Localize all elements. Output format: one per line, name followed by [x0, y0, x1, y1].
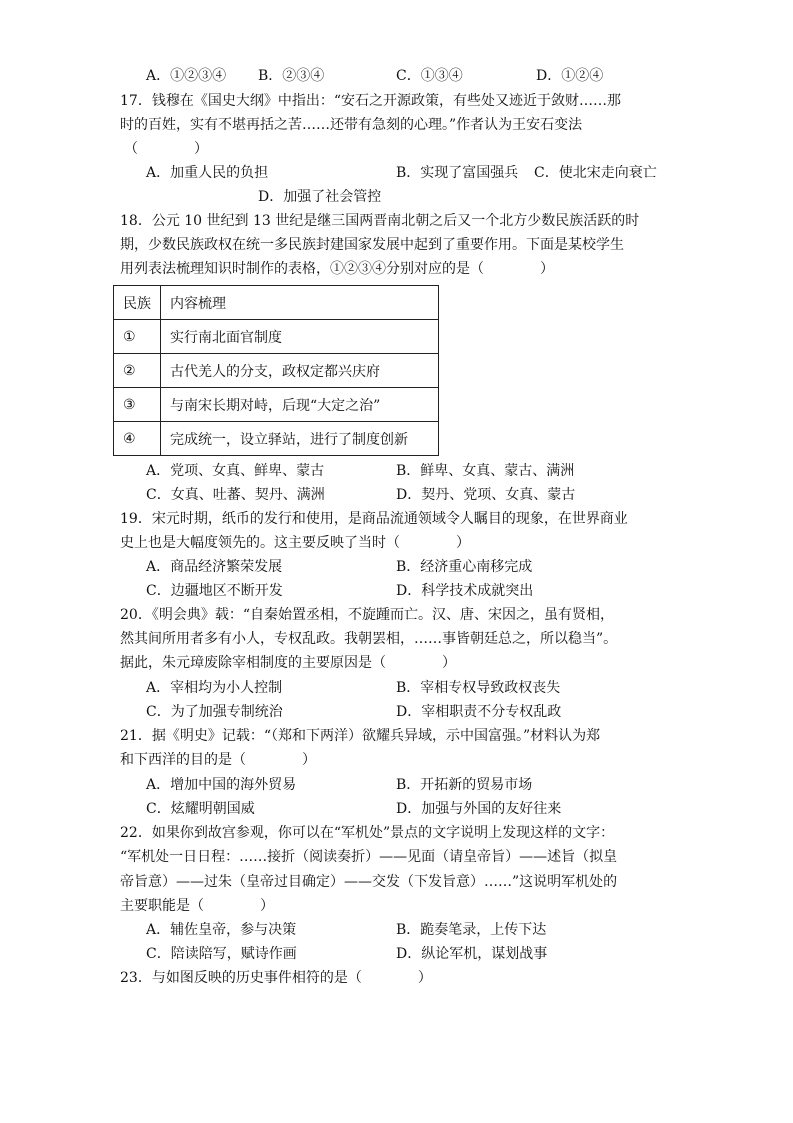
q18-option-c[interactable]: C．女真、吐蕃、契丹、满洲 [146, 487, 325, 503]
table-cell-content: 古代羌人的分支，政权定都兴庆府 [161, 354, 439, 388]
table-row [114, 388, 439, 422]
table-row [114, 354, 439, 388]
q16-option-d[interactable]: D．①②④ [536, 68, 604, 84]
q19-stem-line-1: 19．宋元时期，纸币的发行和使用，是商品流通领域令人瞩目的现象，在世界商业 [120, 511, 628, 527]
table-row [114, 320, 439, 354]
table-cell-content: 完成统一，设立驿站，进行了制度创新 [161, 422, 439, 456]
q22-stem-line-2: “军机处一日日程：……接折（阅读奏折）——见面（请皇帝旨）——述旨（拟皇 [120, 849, 618, 865]
q19-option-b[interactable]: B．经济重心南移完成 [396, 559, 533, 575]
table-cell-number: ② [114, 354, 161, 388]
q18-stem-line-3: 用列表法梳理知识时制作的表格，①②③④分别对应的是（ ） [120, 261, 554, 277]
ethnic-groups-table [113, 285, 439, 456]
table-header-row [114, 286, 439, 320]
q16-option-a[interactable]: A．①②③④ [146, 68, 227, 84]
q17-option-a[interactable]: A．加重人民的负担 [146, 165, 269, 181]
q17-option-d[interactable]: D．加强了社会管控 [258, 189, 382, 205]
q18-stem-line-1: 18．公元 10 世纪到 13 世纪是继三国两晋南北朝之后又一个北方少数民族活跃的时 [120, 213, 640, 229]
q23-stem-line-1: 23．与如图反映的历史事件相符的是（ ） [120, 970, 432, 986]
table-cell-number: ① [114, 320, 161, 354]
q17-option-b[interactable]: B．实现了富国强兵 [396, 165, 519, 181]
q20-stem-line-1: 20．《明会典》载：“自秦始置丞相，不旋踵而亡。汉、唐、宋因之，虽有贤相， [120, 607, 614, 623]
q22-stem-line-3: 帝旨意）——过朱（皇帝过目确定）——交发（下发旨意）……”这说明军机处的 [120, 874, 618, 890]
q22-option-a[interactable]: A．辅佐皇帝，参与决策 [146, 922, 297, 938]
q21-stem-line-1: 21．据《明史》记载：“（郑和下两洋）欲耀兵异域，示中国富强。”材料认为郑 [120, 728, 601, 744]
q18-stem-line-2: 期，少数民族政权在统一多民族封建国家发展中起到了重要作用。下面是某校学生 [120, 237, 624, 253]
q21-option-b[interactable]: B．开拓新的贸易市场 [396, 777, 533, 793]
q19-stem-line-2: 史上也是大幅度领先的。这主要反映了当时（ ） [120, 535, 470, 551]
table-row [114, 422, 439, 456]
q21-option-c[interactable]: C．炫耀明朝国威 [146, 801, 255, 817]
q22-option-d[interactable]: D．纵论军机，谋划战事 [396, 946, 548, 962]
q16-option-b[interactable]: B．②③④ [258, 68, 325, 84]
q17-option-c[interactable]: C．使北宋走向衰亡 [534, 165, 657, 181]
q18-option-a[interactable]: A．党项、女真、鲜卑、蒙古 [146, 463, 325, 479]
q19-option-c[interactable]: C．边疆地区不断开发 [146, 583, 283, 599]
q20-stem-line-3: 据此，朱元璋废除宰相制度的主要原因是（ ） [120, 655, 456, 671]
q16-option-c[interactable]: C．①③④ [396, 68, 463, 84]
q22-option-b[interactable]: B．跪奏笔录，上传下达 [396, 922, 547, 938]
q22-stem-line-1: 22．如果你到故宫参观，你可以在“军机处”景点的文字说明上发现这样的文字： [120, 825, 615, 841]
q22-option-c[interactable]: C．陪读陪写，赋诗作画 [146, 946, 297, 962]
q17-stem-line-1: 17．钱穆在《国史大纲》中指出：“安石之开源政策，有些处又迹近于敛财……那 [120, 93, 621, 109]
q20-option-a[interactable]: A．宰相均为小人控制 [146, 680, 283, 696]
table-cell-number: ③ [114, 388, 161, 422]
q20-option-d[interactable]: D．宰相职责不分专权乱政 [396, 704, 562, 720]
table-cell-content: 实行南北面官制度 [161, 320, 439, 354]
q20-stem-line-2: 然其间所用者多有小人，专权乱政。我朝罢相，……事皆朝廷总之，所以稳当”。 [120, 631, 618, 647]
q21-stem-line-2: 和下西洋的目的是（ ） [120, 752, 316, 768]
table-header-ethnicity: 民族 [114, 286, 161, 320]
q18-option-b[interactable]: B．鲜卑、女真、蒙古、满洲 [396, 463, 575, 479]
q20-option-c[interactable]: C．为了加强专制统治 [146, 704, 283, 720]
table-cell-content: 与南宋长期对峙，后现“大定之治” [161, 388, 439, 422]
q17-answer-blank: （ ） [124, 141, 208, 157]
q22-stem-line-4: 主要职能是（ ） [120, 898, 274, 914]
q21-option-d[interactable]: D．加强与外国的友好往来 [396, 801, 562, 817]
table-cell-number: ④ [114, 422, 161, 456]
q21-option-a[interactable]: A．增加中国的海外贸易 [146, 777, 297, 793]
q20-option-b[interactable]: B．宰相专权导致政权丧失 [396, 680, 561, 696]
q19-option-d[interactable]: D．科学技术成就突出 [396, 583, 534, 599]
q19-option-a[interactable]: A．商品经济繁荣发展 [146, 559, 283, 575]
table-header-content: 内容梳理 [161, 286, 439, 320]
q17-stem-line-2: 时的百姓，实有不堪再括之苦……还带有急刻的心理。”作者认为王安石变法 [120, 117, 583, 133]
q18-option-d[interactable]: D．契丹、党项、女真、蒙古 [396, 487, 576, 503]
